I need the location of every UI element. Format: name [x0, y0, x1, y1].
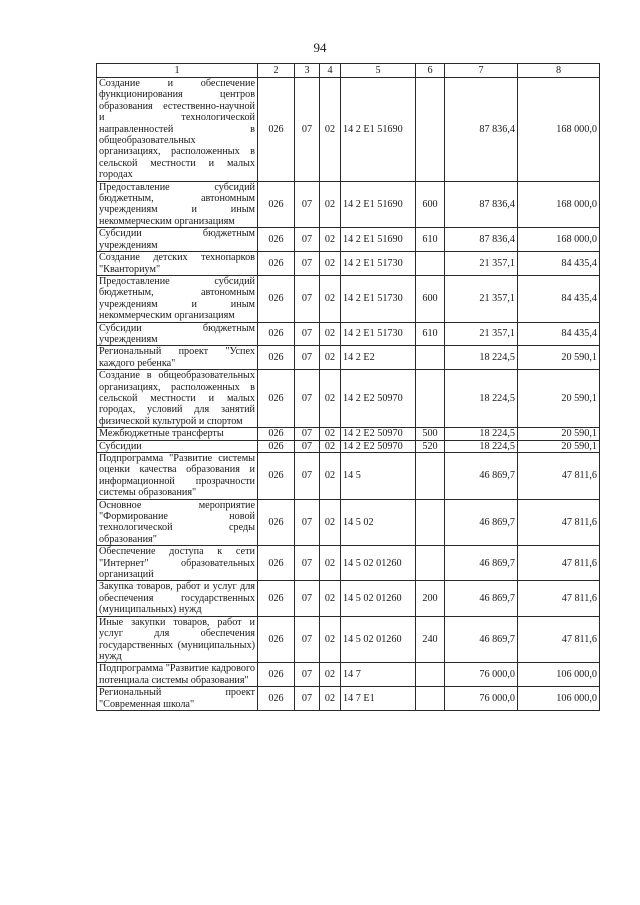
amount-col7-cell: 21 357,1: [445, 322, 518, 346]
subsection-cell: 02: [320, 453, 341, 500]
amount-col7-cell: 46 869,7: [445, 453, 518, 500]
amount-col7-cell: 46 869,7: [445, 581, 518, 616]
column-header: 8: [518, 64, 600, 78]
subsection-cell: 02: [320, 322, 341, 346]
section-cell: 07: [295, 546, 320, 581]
table-row: [97, 228, 600, 252]
column-header: 5: [341, 64, 416, 78]
column-header: 1: [97, 64, 258, 78]
expense-type-cell: [416, 546, 445, 581]
amount-col8-cell: 47 811,6: [518, 581, 600, 616]
section-cell: 07: [295, 453, 320, 500]
admin-code-cell: 026: [258, 78, 295, 182]
table-row: [97, 428, 600, 440]
section-cell: 07: [295, 616, 320, 663]
target-article-cell: 14 2 E1 51690: [341, 228, 416, 252]
row-name-cell: Предоставление субсидий бюджетным, автономным учреждениям и иным некоммерческим организациям: [97, 181, 258, 228]
section-cell: 07: [295, 428, 320, 440]
admin-code-cell: 026: [258, 546, 295, 581]
section-cell: 07: [295, 346, 320, 370]
subsection-cell: 02: [320, 346, 341, 370]
amount-col8-cell: 106 000,0: [518, 687, 600, 711]
section-cell: 07: [295, 322, 320, 346]
expense-type-cell: [416, 370, 445, 428]
row-name-cell: Субсидии бюджетным учреждениям: [97, 228, 258, 252]
amount-col7-cell: 46 869,7: [445, 546, 518, 581]
table-row: [97, 78, 600, 182]
amount-col8-cell: 47 811,6: [518, 453, 600, 500]
table-row: [97, 687, 600, 711]
amount-col7-cell: 87 836,4: [445, 228, 518, 252]
row-name-cell: Создание и обеспечение функционирования центров образования естественно-научной и технологической направленностей в общеобразовательных организациях, расположенных в сельской местности и малых городах: [97, 78, 258, 182]
admin-code-cell: 026: [258, 228, 295, 252]
amount-col7-cell: 76 000,0: [445, 663, 518, 687]
amount-col7-cell: 87 836,4: [445, 181, 518, 228]
table-row: [97, 322, 600, 346]
admin-code-cell: 026: [258, 428, 295, 440]
amount-col7-cell: 18 224,5: [445, 346, 518, 370]
section-cell: 07: [295, 78, 320, 182]
table-row: [97, 181, 600, 228]
row-name-cell: Предоставление субсидий бюджетным, автономным учреждениям и иным некоммерческим организациям: [97, 275, 258, 322]
amount-col8-cell: 106 000,0: [518, 663, 600, 687]
section-cell: 07: [295, 228, 320, 252]
target-article-cell: 14 2 E1 51690: [341, 78, 416, 182]
expense-type-cell: [416, 453, 445, 500]
section-cell: 07: [295, 370, 320, 428]
amount-col7-cell: 46 869,7: [445, 616, 518, 663]
expense-type-cell: [416, 663, 445, 687]
expense-type-cell: 520: [416, 440, 445, 452]
subsection-cell: 02: [320, 428, 341, 440]
row-name-cell: Подпрограмма "Развитие системы оценки качества образования и информационной прозрачности системы образования": [97, 453, 258, 500]
table-row: [97, 663, 600, 687]
subsection-cell: 02: [320, 616, 341, 663]
amount-col7-cell: 46 869,7: [445, 499, 518, 546]
expense-type-cell: [416, 499, 445, 546]
target-article-cell: 14 2 E2 50970: [341, 370, 416, 428]
subsection-cell: 02: [320, 252, 341, 276]
section-cell: 07: [295, 275, 320, 322]
target-article-cell: 14 2 E2: [341, 346, 416, 370]
row-name-cell: Создание в общеобразовательных организациях, расположенных в сельской местности и малых городах, условий для занятий физической культурой и спортом: [97, 370, 258, 428]
amount-col7-cell: 21 357,1: [445, 275, 518, 322]
subsection-cell: 02: [320, 181, 341, 228]
subsection-cell: 02: [320, 440, 341, 452]
amount-col8-cell: 84 435,4: [518, 322, 600, 346]
target-article-cell: 14 7: [341, 663, 416, 687]
expense-type-cell: [416, 687, 445, 711]
row-name-cell: Субсидии: [97, 440, 258, 452]
expense-type-cell: [416, 78, 445, 182]
section-cell: 07: [295, 181, 320, 228]
amount-col7-cell: 76 000,0: [445, 687, 518, 711]
target-article-cell: 14 5 02: [341, 499, 416, 546]
expense-type-cell: 610: [416, 322, 445, 346]
admin-code-cell: 026: [258, 440, 295, 452]
admin-code-cell: 026: [258, 275, 295, 322]
admin-code-cell: 026: [258, 181, 295, 228]
column-header: 2: [258, 64, 295, 78]
row-name-cell: Основное мероприятие "Формирование новой технологической среды образования": [97, 499, 258, 546]
section-cell: 07: [295, 663, 320, 687]
target-article-cell: 14 5 02 01260: [341, 581, 416, 616]
subsection-cell: 02: [320, 78, 341, 182]
amount-col7-cell: 21 357,1: [445, 252, 518, 276]
amount-col7-cell: 18 224,5: [445, 370, 518, 428]
table-row: [97, 275, 600, 322]
expense-type-cell: 610: [416, 228, 445, 252]
column-header: 7: [445, 64, 518, 78]
target-article-cell: 14 5 02 01260: [341, 546, 416, 581]
expense-type-cell: 200: [416, 581, 445, 616]
amount-col8-cell: 84 435,4: [518, 252, 600, 276]
column-header: 6: [416, 64, 445, 78]
admin-code-cell: 026: [258, 663, 295, 687]
amount-col8-cell: 168 000,0: [518, 78, 600, 182]
amount-col7-cell: 18 224,5: [445, 428, 518, 440]
amount-col8-cell: 20 590,1: [518, 428, 600, 440]
admin-code-cell: 026: [258, 687, 295, 711]
row-name-cell: Подпрограмма "Развитие кадрового потенциала системы образования": [97, 663, 258, 687]
column-header: 3: [295, 64, 320, 78]
section-cell: 07: [295, 252, 320, 276]
row-name-cell: Межбюджетные трансферты: [97, 428, 258, 440]
row-name-cell: Закупка товаров, работ и услуг для обеспечения государственных (муниципальных) нужд: [97, 581, 258, 616]
amount-col8-cell: 168 000,0: [518, 228, 600, 252]
row-name-cell: Субсидии бюджетным учреждениям: [97, 322, 258, 346]
amount-col7-cell: 18 224,5: [445, 440, 518, 452]
section-cell: 07: [295, 499, 320, 546]
table-row: [97, 252, 600, 276]
table-row: [97, 581, 600, 616]
table-row: [97, 440, 600, 452]
amount-col8-cell: 20 590,1: [518, 440, 600, 452]
target-article-cell: 14 5 02 01260: [341, 616, 416, 663]
expense-type-cell: [416, 252, 445, 276]
expense-type-cell: 600: [416, 275, 445, 322]
expense-type-cell: 600: [416, 181, 445, 228]
admin-code-cell: 026: [258, 322, 295, 346]
target-article-cell: 14 2 E2 50970: [341, 428, 416, 440]
table-row: [97, 499, 600, 546]
target-article-cell: 14 2 E1 51730: [341, 252, 416, 276]
amount-col8-cell: 47 811,6: [518, 499, 600, 546]
amount-col8-cell: 168 000,0: [518, 181, 600, 228]
subsection-cell: 02: [320, 546, 341, 581]
row-name-cell: Создание детских технопарков "Кванториум": [97, 252, 258, 276]
subsection-cell: 02: [320, 499, 341, 546]
subsection-cell: 02: [320, 581, 341, 616]
expense-type-cell: 500: [416, 428, 445, 440]
amount-col8-cell: 20 590,1: [518, 370, 600, 428]
admin-code-cell: 026: [258, 252, 295, 276]
amount-col7-cell: 87 836,4: [445, 78, 518, 182]
subsection-cell: 02: [320, 687, 341, 711]
target-article-cell: 14 2 E1 51730: [341, 275, 416, 322]
admin-code-cell: 026: [258, 370, 295, 428]
row-name-cell: Иные закупки товаров, работ и услуг для обеспечения государственных (муниципальных) нужд: [97, 616, 258, 663]
expense-type-cell: [416, 346, 445, 370]
row-name-cell: Региональный проект "Успех каждого ребенка": [97, 346, 258, 370]
admin-code-cell: 026: [258, 453, 295, 500]
table-row: [97, 370, 600, 428]
subsection-cell: 02: [320, 663, 341, 687]
table-row: [97, 453, 600, 500]
admin-code-cell: 026: [258, 616, 295, 663]
row-name-cell: Обеспечение доступа к сети "Интернет" образовательных организаций: [97, 546, 258, 581]
admin-code-cell: 026: [258, 346, 295, 370]
row-name-cell: Региональный проект "Современная школа": [97, 687, 258, 711]
table-row: [97, 616, 600, 663]
header-row: [97, 64, 600, 78]
amount-col8-cell: 47 811,6: [518, 616, 600, 663]
budget-table: [96, 63, 600, 711]
target-article-cell: 14 2 E1 51690: [341, 181, 416, 228]
admin-code-cell: 026: [258, 499, 295, 546]
amount-col8-cell: 47 811,6: [518, 546, 600, 581]
expense-type-cell: 240: [416, 616, 445, 663]
section-cell: 07: [295, 581, 320, 616]
target-article-cell: 14 7 E1: [341, 687, 416, 711]
admin-code-cell: 026: [258, 581, 295, 616]
target-article-cell: 14 2 E2 50970: [341, 440, 416, 452]
table-row: [97, 546, 600, 581]
table-row: [97, 346, 600, 370]
column-header: 4: [320, 64, 341, 78]
section-cell: 07: [295, 687, 320, 711]
amount-col8-cell: 84 435,4: [518, 275, 600, 322]
page-number: 94: [313, 40, 327, 55]
subsection-cell: 02: [320, 228, 341, 252]
section-cell: 07: [295, 440, 320, 452]
subsection-cell: 02: [320, 275, 341, 322]
subsection-cell: 02: [320, 370, 341, 428]
target-article-cell: 14 2 E1 51730: [341, 322, 416, 346]
target-article-cell: 14 5: [341, 453, 416, 500]
amount-col8-cell: 20 590,1: [518, 346, 600, 370]
